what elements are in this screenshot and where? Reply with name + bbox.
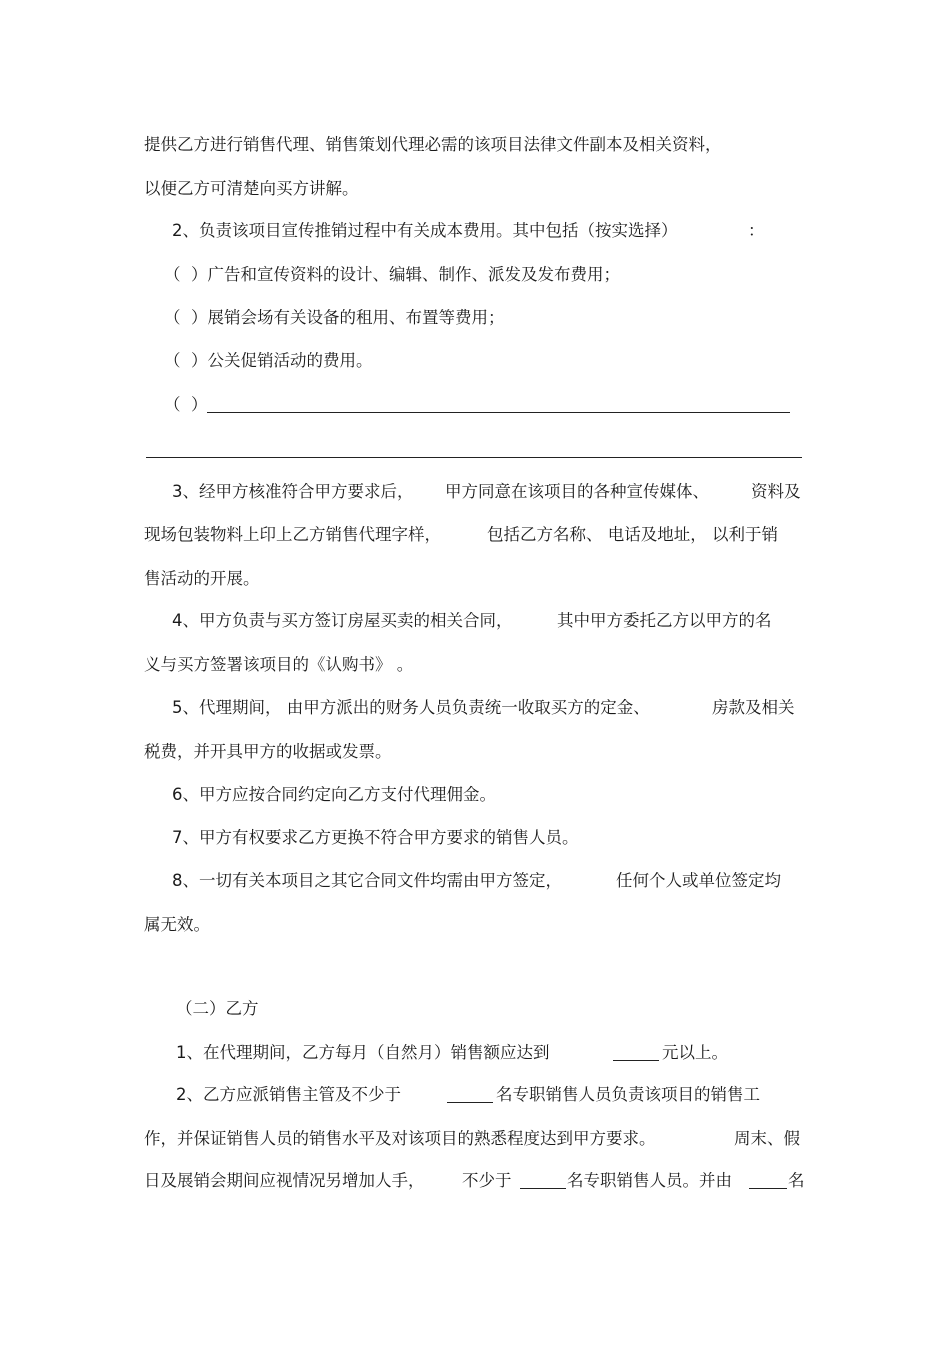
text-fragment: 房款及相关 [712, 698, 795, 717]
blank-line [207, 412, 790, 413]
text-fragment: 作，并保证销售人员的销售水平及对该项目的熟悉程度达到甲方要求。 [144, 1129, 656, 1148]
text-fragment: 日及展销会期间应视情况另增加人手， [144, 1171, 425, 1190]
text-fragment: 2、乙方应派销售主管及不少于 [176, 1085, 401, 1104]
text-fragment: 8、一切有关本项目之其它合同文件均需由甲方签定， [172, 871, 562, 890]
text-line: 税费，并开具甲方的收据或发票。 [144, 742, 392, 761]
text-fragment: 包括乙方名称、 电话及地址， 以利于销 [487, 525, 778, 544]
checkbox-item: （ ）公关促销活动的费用。 [164, 351, 373, 370]
text-fragment: 名专职销售人员负责该项目的销售工 [496, 1085, 760, 1104]
text-fragment: 现场包装物料上印上乙方销售代理字样， [144, 525, 441, 544]
checkbox-item: （ ） [164, 395, 208, 414]
blank-line [447, 1102, 493, 1103]
text-fragment: 3、经甲方核准符合甲方要求后， [172, 482, 414, 501]
text-fragment: 名 [788, 1171, 805, 1190]
text-line: 以便乙方可清楚向买方讲解。 [144, 179, 359, 198]
text-line: 提供乙方进行销售代理、销售策划代理必需的该项目法律文件副本及相关资料， [144, 135, 722, 154]
text-fragment: 5、代理期间， 由甲方派出的财务人员负责统一收取买方的定金、 [172, 698, 650, 717]
clause-heading: 2、负责该项目宣传推销过程中有关成本费用。其中包括（按实选择） [172, 221, 678, 240]
section-heading: （二）乙方 [176, 999, 259, 1018]
text-line: 售活动的开展。 [144, 569, 260, 588]
text-fragment: 名专职销售人员。并由 [567, 1171, 732, 1190]
text-fragment: 其中甲方委托乙方以甲方的名 [557, 611, 772, 630]
checkbox-item: （ ）广告和宣传资料的设计、编辑、制作、派发及发布费用； [164, 265, 620, 284]
text-fragment: ： [748, 221, 765, 240]
text-fragment: 不少于 [462, 1171, 512, 1190]
text-fragment: 元以上。 [662, 1043, 728, 1062]
text-line: 义与买方签署该项目的《认购书》 。 [144, 655, 414, 674]
text-fragment: 资料及 [751, 482, 801, 501]
text-fragment: 1、在代理期间，乙方每月（自然月）销售额应达到 [176, 1043, 550, 1062]
blank-line [749, 1188, 787, 1189]
blank-line [146, 457, 802, 458]
text-line: 6、甲方应按合同约定向乙方支付代理佣金。 [172, 785, 496, 804]
text-fragment: 4、甲方负责与买方签订房屋买卖的相关合同， [172, 611, 513, 630]
checkbox-item: （ ）展销会场有关设备的租用、布置等费用； [164, 308, 505, 327]
text-line: 7、甲方有权要求乙方更换不符合甲方要求的销售人员。 [172, 828, 579, 847]
text-fragment: 任何个人或单位签定均 [616, 871, 781, 890]
blank-line [520, 1188, 566, 1189]
blank-line [613, 1060, 659, 1061]
text-line: 属无效。 [144, 915, 210, 934]
text-fragment: 周末、假 [734, 1129, 800, 1148]
text-fragment: 甲方同意在该项目的各种宣传媒体、 [445, 482, 709, 501]
